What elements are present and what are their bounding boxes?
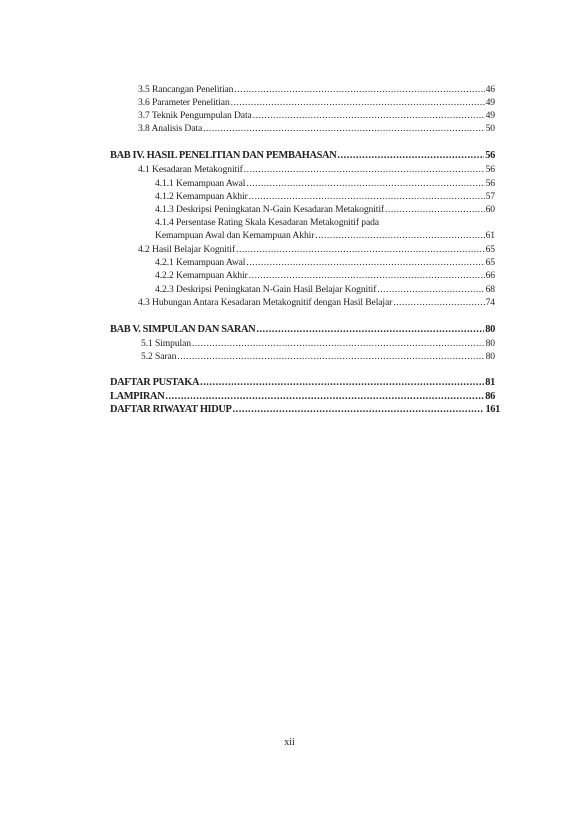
toc-entry-label: BAB IV. HASIL PENELITIAN DAN PEMBAHASAN — [110, 150, 337, 161]
toc-entry-page: 49 — [485, 110, 495, 121]
toc-entry-label: DAFTAR PUSTAKA — [110, 377, 200, 388]
toc-leader-dots — [244, 164, 485, 176]
toc-entry-label: 3.5 Rancangan Penelitian — [138, 84, 234, 95]
toc-entry-4-1-3[interactable] — [155, 204, 495, 216]
toc-entry-page: 80 — [485, 351, 495, 362]
toc-entry-page: 68 — [485, 284, 495, 295]
toc-entry-4-1-4[interactable] — [155, 230, 495, 242]
toc-leader-dots — [315, 230, 484, 242]
toc-entry-label: 3.8 Analisis Data — [138, 123, 203, 134]
toc-entry-label: DAFTAR RIWAYAT HIDUP — [110, 404, 232, 415]
toc-entry-page: 161 — [485, 404, 500, 415]
toc-entry-page: 50 — [485, 123, 495, 134]
toc-leader-dots — [200, 377, 484, 389]
toc-leader-dots — [233, 404, 485, 416]
page-number: xii — [284, 737, 295, 748]
toc-entry-4-1[interactable] — [138, 164, 495, 176]
toc-leader-dots — [203, 123, 484, 135]
toc-leader-dots — [231, 97, 485, 109]
toc-entry-label: 4.1.4 Persentase Rating Skala Kesadaran Metakognitif pada — [155, 217, 379, 228]
toc-entry-page: 81 — [485, 377, 495, 388]
toc-entry-page: 86 — [485, 391, 495, 402]
toc-entry-4-1-1[interactable] — [155, 178, 495, 190]
toc-entry-label: 4.2.3 Deskripsi Peningkatan N-Gain Hasil Belajar Kognitif — [155, 284, 377, 295]
toc-leader-dots — [337, 150, 484, 162]
toc-entry-page: 57 — [485, 191, 495, 202]
toc-entry-daftar-riwayat-hidup[interactable] — [110, 404, 500, 416]
toc-entry-page: 46 — [485, 84, 495, 95]
toc-entry-page: 60 — [485, 204, 495, 215]
toc-entry-4-2-2[interactable] — [155, 270, 495, 282]
toc-leader-dots — [192, 338, 485, 350]
toc-entry-5-2[interactable] — [141, 351, 495, 363]
toc-entry-label: 4.1.3 Deskripsi Peningkatan N-Gain Kesadaran Metakognitif — [155, 204, 385, 215]
toc-leader-dots — [256, 324, 484, 336]
toc-entry-bab-4[interactable] — [110, 150, 495, 162]
toc-entry-lampiran[interactable] — [110, 391, 495, 403]
toc-leader-dots — [165, 391, 484, 403]
toc-entry-label: 3.7 Teknik Pengumpulan Data — [138, 110, 252, 121]
toc-leader-dots — [385, 204, 485, 216]
toc-leader-dots — [249, 270, 485, 282]
toc-entry-3-6[interactable] — [138, 97, 495, 109]
toc-entry-label: 5.2 Saran — [141, 351, 177, 362]
toc-entry-3-7[interactable] — [138, 110, 495, 122]
toc-entry-label: 4.2.1 Kemampuan Awal — [155, 257, 246, 268]
toc-entry-label: 4.3 Hubungan Antara Kesadaran Metakognitif dengan Hasil Belajar — [138, 297, 393, 308]
toc-entry-label: 4.1.1 Kemampuan Awal — [155, 178, 246, 189]
toc-leader-dots — [234, 84, 484, 96]
toc-entry-5-1[interactable] — [141, 338, 495, 350]
toc-entry-daftar-pustaka[interactable] — [110, 377, 495, 389]
toc-entry-page: 80 — [485, 324, 495, 335]
toc-entry-4-1-2[interactable] — [155, 191, 495, 203]
toc-leader-dots — [393, 297, 484, 309]
toc-leader-dots — [377, 284, 484, 296]
toc-entry-page: 80 — [485, 338, 495, 349]
toc-entry-3-8[interactable] — [138, 123, 495, 135]
toc-entry-label: 4.1.2 Kemampuan Akhir — [155, 191, 248, 202]
toc-entry-page: 61 — [485, 230, 495, 241]
toc-entry-label: Kemampuan Awal dan Kemampuan Akhir — [155, 230, 315, 241]
toc-entry-label: LAMPIRAN — [110, 391, 165, 402]
toc-entry-page: 66 — [485, 270, 495, 281]
toc-entry-label: 4.2.2 Kemampuan Akhir — [155, 270, 248, 281]
toc-leader-dots — [249, 191, 485, 203]
toc-entry-label: 4.1 Kesadaran Metakognitif — [138, 164, 243, 175]
toc-entry-page: 56 — [485, 178, 495, 189]
toc-entry-page: 65 — [485, 244, 495, 255]
toc-entry-page: 74 — [485, 297, 495, 308]
toc-entry-label: 5.1 Simpulan — [141, 338, 191, 349]
toc-leader-dots — [177, 351, 484, 363]
toc-entry-page: 56 — [485, 150, 495, 161]
toc-leader-dots — [253, 110, 485, 122]
toc-entry-4-2-1[interactable] — [155, 257, 495, 269]
toc-leader-dots — [246, 178, 484, 190]
toc-entry-label: BAB V. SIMPULAN DAN SARAN — [110, 324, 256, 335]
toc-entry-4-3[interactable] — [138, 297, 495, 309]
toc-entry-label: 3.6 Parameter Penelitian — [138, 97, 230, 108]
toc-entry-4-1-4-line1[interactable] — [155, 217, 379, 229]
toc-entry-4-2-3[interactable] — [155, 284, 495, 296]
toc-entry-label: 4.2 Hasil Belajar Kognitif — [138, 244, 236, 255]
toc-entry-3-5[interactable] — [138, 84, 495, 96]
toc-entry-page: 49 — [485, 97, 495, 108]
toc-entry-page: 65 — [485, 257, 495, 268]
toc-entry-4-2[interactable] — [138, 244, 495, 256]
toc-leader-dots — [246, 257, 484, 269]
toc-entry-page: 56 — [485, 164, 495, 175]
toc-leader-dots — [236, 244, 485, 256]
toc-entry-bab-5[interactable] — [110, 324, 495, 336]
